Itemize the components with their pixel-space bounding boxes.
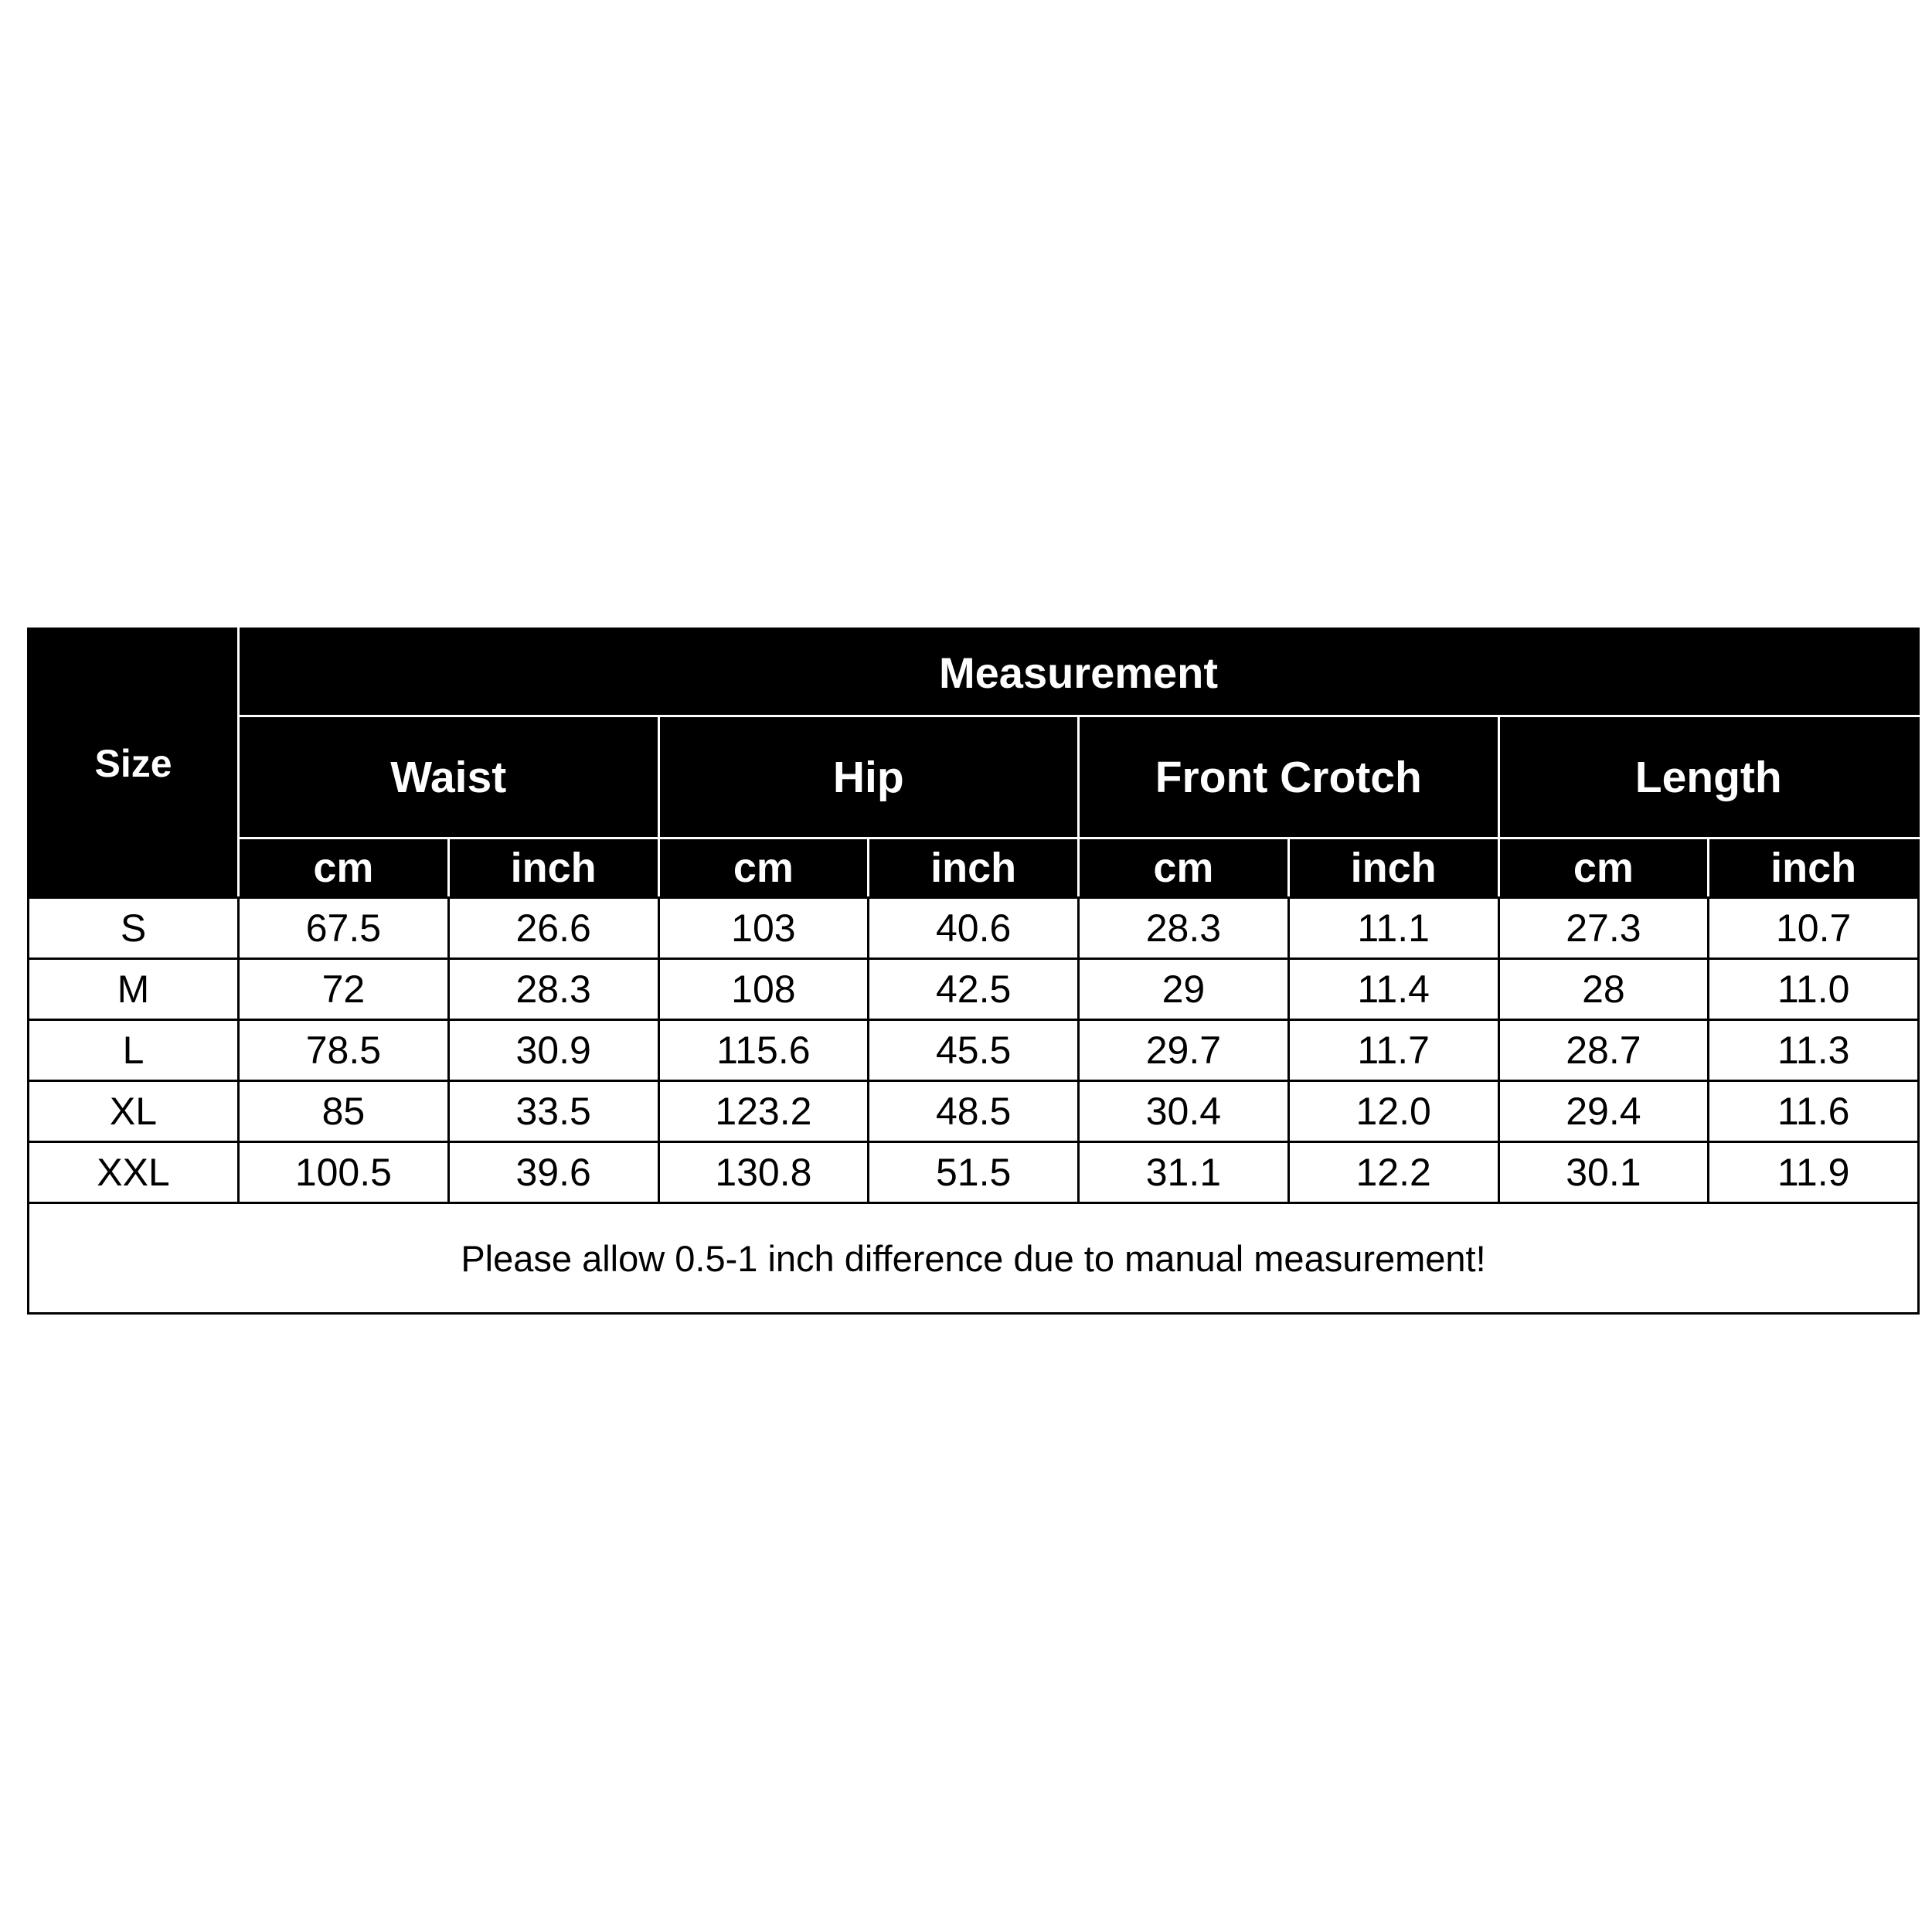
value-cell: 39.6 — [448, 1142, 658, 1203]
value-cell: 26.6 — [448, 898, 658, 959]
unit-header-hip-inch: inch — [869, 838, 1079, 898]
unit-header-waist-cm: cm — [239, 838, 449, 898]
measurement-note: Please allow 0.5-1 inch difference due to manual measurement! — [29, 1203, 1919, 1314]
value-cell: 48.5 — [869, 1081, 1079, 1142]
value-cell: 30.9 — [448, 1020, 658, 1081]
group-header-front-crotch: Front Crotch — [1079, 716, 1499, 838]
value-cell: 11.7 — [1288, 1020, 1498, 1081]
value-cell: 29.7 — [1079, 1020, 1289, 1081]
value-cell: 11.4 — [1288, 959, 1498, 1020]
group-header-hip: Hip — [658, 716, 1079, 838]
value-cell: 28.3 — [1079, 898, 1289, 959]
value-cell: 78.5 — [239, 1020, 449, 1081]
value-cell: 115.6 — [658, 1020, 869, 1081]
value-cell: 85 — [239, 1081, 449, 1142]
value-cell: 123.2 — [658, 1081, 869, 1142]
value-cell: 67.5 — [239, 898, 449, 959]
value-cell: 28 — [1498, 959, 1709, 1020]
table-row-s — [29, 898, 1919, 959]
value-cell: 130.8 — [658, 1142, 869, 1203]
value-cell: 10.7 — [1709, 898, 1919, 959]
unit-header-front-crotch-cm: cm — [1079, 838, 1289, 898]
size-cell: M — [29, 959, 239, 1020]
size-cell: XL — [29, 1081, 239, 1142]
unit-header-length-inch: inch — [1709, 838, 1919, 898]
table-row-m — [29, 959, 1919, 1020]
group-header-waist: Waist — [239, 716, 659, 838]
value-cell: 28.7 — [1498, 1020, 1709, 1081]
size-cell: L — [29, 1020, 239, 1081]
size-chart-table — [27, 628, 1920, 1315]
value-cell: 12.2 — [1288, 1142, 1498, 1203]
group-header-length: Length — [1498, 716, 1919, 838]
value-cell: 51.5 — [869, 1142, 1079, 1203]
unit-header-front-crotch-inch: inch — [1288, 838, 1498, 898]
unit-header-hip-cm: cm — [658, 838, 869, 898]
size-cell: XXL — [29, 1142, 239, 1203]
size-cell: S — [29, 898, 239, 959]
value-cell: 11.6 — [1709, 1081, 1919, 1142]
value-cell: 28.3 — [448, 959, 658, 1020]
value-cell: 30.4 — [1079, 1081, 1289, 1142]
value-cell: 11.3 — [1709, 1020, 1919, 1081]
value-cell: 100.5 — [239, 1142, 449, 1203]
value-cell: 30.1 — [1498, 1142, 1709, 1203]
value-cell: 29 — [1079, 959, 1289, 1020]
value-cell: 11.1 — [1288, 898, 1498, 959]
value-cell: 103 — [658, 898, 869, 959]
value-cell: 11.0 — [1709, 959, 1919, 1020]
value-cell: 40.6 — [869, 898, 1079, 959]
value-cell: 108 — [658, 959, 869, 1020]
value-cell: 31.1 — [1079, 1142, 1289, 1203]
value-cell: 45.5 — [869, 1020, 1079, 1081]
unit-header-length-cm: cm — [1498, 838, 1709, 898]
value-cell: 33.5 — [448, 1081, 658, 1142]
table-row-xxl — [29, 1142, 1919, 1203]
measurement-header: Measurement — [239, 629, 1919, 716]
unit-header-waist-inch: inch — [448, 838, 658, 898]
table-row-l — [29, 1020, 1919, 1081]
value-cell: 11.9 — [1709, 1142, 1919, 1203]
table-row-xl — [29, 1081, 1919, 1142]
value-cell: 42.5 — [869, 959, 1079, 1020]
note-row — [29, 1203, 1919, 1314]
value-cell: 12.0 — [1288, 1081, 1498, 1142]
value-cell: 72 — [239, 959, 449, 1020]
value-cell: 29.4 — [1498, 1081, 1709, 1142]
size-column-header: Size — [29, 629, 239, 898]
value-cell: 27.3 — [1498, 898, 1709, 959]
